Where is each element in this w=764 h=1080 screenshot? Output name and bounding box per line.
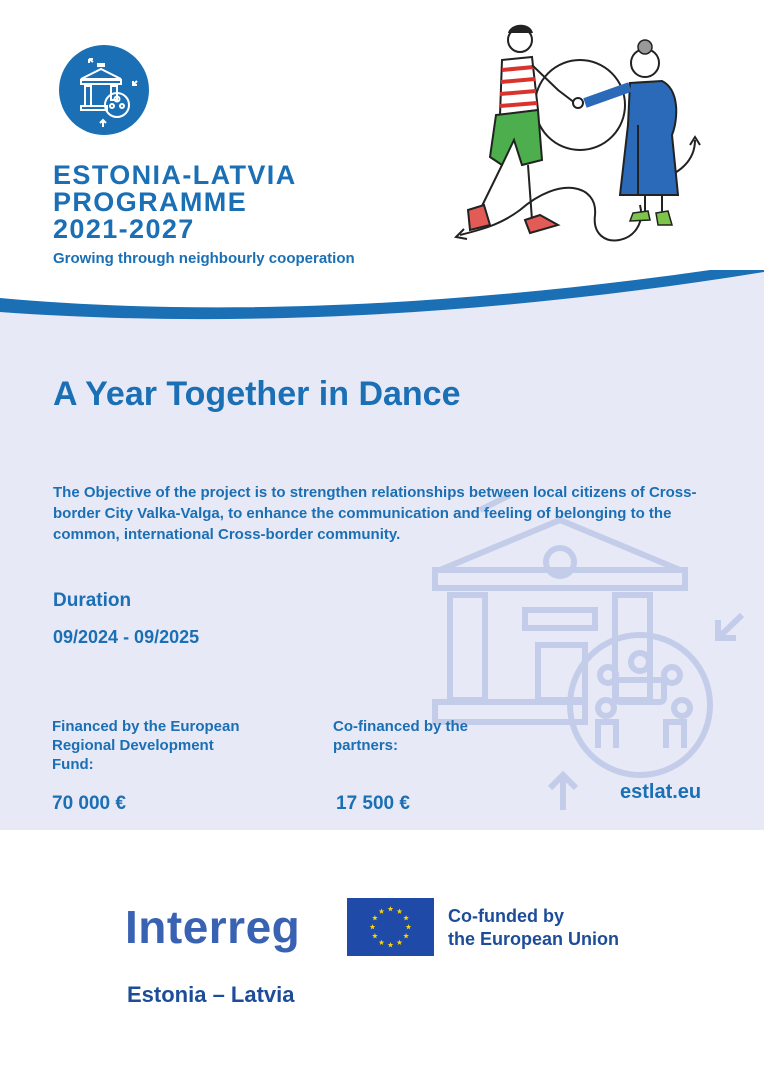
project-title: A Year Together in Dance [53, 375, 461, 413]
website-link[interactable]: estlat.eu [620, 781, 702, 803]
programme-title-line-3: 2021-2027 [53, 214, 195, 244]
programme-region-name: Estonia – Latvia [127, 982, 295, 1007]
dancing-couple-illustration [440, 15, 740, 245]
programme-title-line-2: PROGRAMME [53, 187, 248, 217]
programme-title-line-1: ESTONIA-LATVIA [53, 160, 297, 190]
eu-cofunded-text [448, 905, 619, 951]
eu-flag-icon [347, 898, 434, 956]
partner-cofinancing-label: Co-financed by the partners: [333, 718, 469, 754]
eu-cofunded-line-2: the European Union [448, 929, 619, 949]
duration-value: 09/2024 - 09/2025 [53, 627, 200, 647]
partner-cofinancing-amount: 17 500 € [336, 793, 410, 814]
town-hall-meeting-icon [59, 45, 149, 135]
eu-cofunded-line-1: Co-funded by [448, 906, 564, 926]
duration-label: Duration [53, 590, 132, 611]
erdf-funding-label: Financed by the European Regional Development Fund: [52, 718, 240, 773]
programme-tagline: Growing through neighbourly cooperation [53, 250, 355, 267]
interreg-logo: Interreg [125, 901, 301, 953]
project-objective: The Objective of the project is to strengthen relationships between local citizens of Cross-border City Valka-Valga, to enhance the communication and feeling of belonging to the common, international Cross-border community. [53, 484, 697, 543]
erdf-funding-amount: 70 000 € [52, 793, 126, 814]
